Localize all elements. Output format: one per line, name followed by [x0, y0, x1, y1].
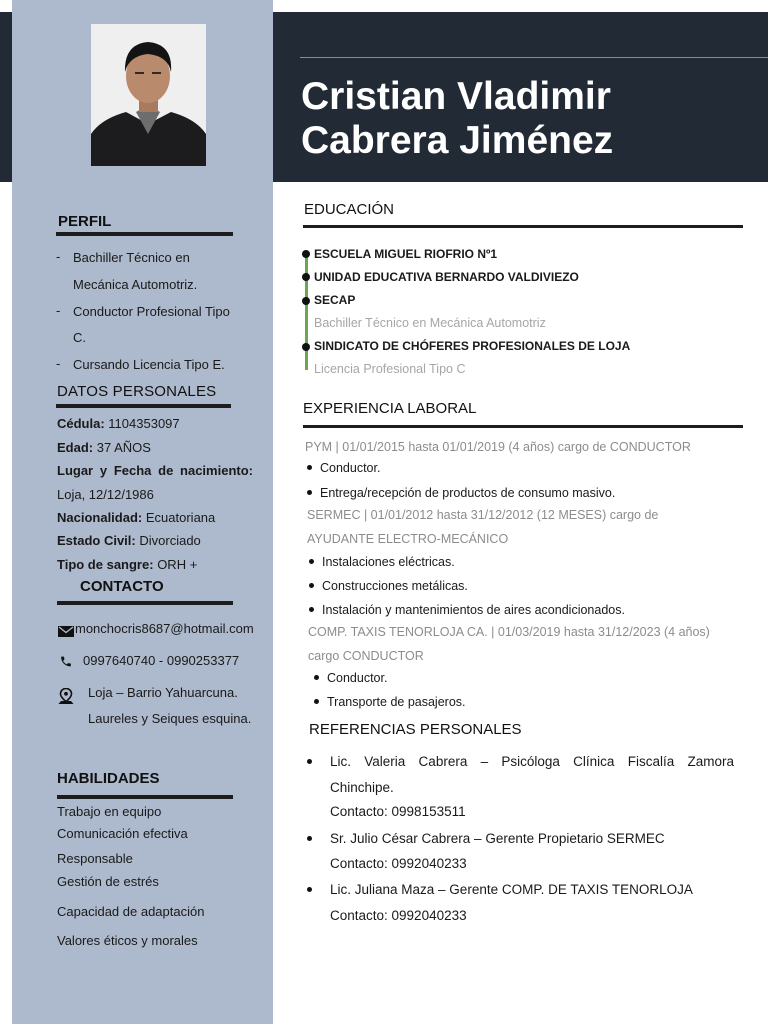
header-accent-line	[300, 57, 768, 58]
job-header-line-1: COMP. TAXIS TENORLOJA CA. | 01/03/2019 hasta 31/12/2023 (4 años)	[308, 625, 710, 639]
perfil-rule	[56, 232, 233, 236]
contacto-heading: CONTACTO	[80, 578, 164, 595]
job-header: PYM | 01/01/2015 hasta 01/01/2019 (4 años) cargo de CONDUCTOR	[305, 440, 691, 454]
nacionalidad-row	[57, 510, 215, 526]
sangre-value: ORH +	[157, 557, 198, 572]
bullet-dot	[307, 465, 312, 470]
educacion-rule	[303, 225, 743, 228]
timeline-dot	[302, 343, 310, 351]
edu-entry-title: ESCUELA MIGUEL RIOFRIO Nº1	[314, 247, 498, 261]
email-text[interactable]: monchocris8687@hotmail.com	[75, 621, 254, 636]
job-task-text: Conductor.	[327, 671, 388, 685]
edu-entry-detail: Bachiller Técnico en Mecánica Automotriz	[314, 316, 546, 330]
experiencia-rule	[303, 425, 743, 428]
job-task	[314, 670, 387, 686]
perfil-item-2-line-2: C.	[73, 330, 86, 345]
reference-line-1: Lic. Juliana Maza – Gerente COMP. DE TAXIS TENORLOJA	[330, 882, 693, 897]
nacionalidad-label: Nacionalidad:	[57, 510, 143, 525]
job-task	[307, 485, 615, 501]
datos-heading: DATOS PERSONALES	[57, 383, 217, 400]
job-header-line-2: cargo CONDUCTOR	[308, 649, 424, 663]
reference-contact: Contacto: 0992040233	[330, 908, 467, 923]
job-task	[309, 554, 455, 570]
reference-contact: Contacto: 0998153511	[330, 804, 466, 819]
phone-text[interactable]: 0997640740 - 0990253377	[83, 653, 240, 668]
address-line-2: Laureles y Seiques esquina.	[88, 711, 252, 726]
sangre-label: Tipo de sangre:	[57, 557, 154, 572]
bullet-dot	[309, 607, 314, 612]
name-line-1: Cristian Vladimir	[301, 75, 611, 118]
bullet-dot	[309, 583, 314, 588]
skill-item: Trabajo en equipo	[57, 804, 162, 819]
bullet-dot	[307, 836, 312, 841]
sangre-row	[57, 557, 197, 573]
dash-bullet: -	[56, 249, 61, 264]
profile-photo	[91, 24, 206, 166]
experiencia-heading: EXPERIENCIA LABORAL	[303, 400, 477, 417]
edu-entry-title: SECAP	[314, 293, 356, 307]
job-task	[309, 602, 625, 618]
edu-entry-detail: Licencia Profesional Tipo C	[314, 362, 466, 376]
phone-icon	[59, 655, 73, 673]
bullet-dot	[309, 559, 314, 564]
timeline-line	[305, 252, 308, 370]
perfil-item-2-line-1: Conductor Profesional Tipo	[73, 304, 230, 319]
edad-label: Edad:	[57, 440, 94, 455]
job-task-text: Transporte de pasajeros.	[327, 695, 466, 709]
bullet-dot	[314, 675, 319, 680]
perfil-heading: PERFIL	[58, 213, 112, 230]
datos-rule	[56, 404, 231, 408]
job-header-line-2: AYUDANTE ELECTRO-MECÁNICO	[307, 532, 509, 546]
skill-item: Responsable	[57, 851, 133, 866]
skill-item: Gestión de estrés	[57, 874, 159, 889]
timeline-dot	[302, 250, 310, 258]
job-task	[309, 578, 468, 594]
perfil-item-3: Cursando Licencia Tipo E.	[73, 357, 225, 372]
dash-bullet: -	[56, 303, 61, 318]
cedula-value: 1104353097	[108, 416, 180, 431]
reference-contact: Contacto: 0992040233	[330, 856, 467, 871]
job-task-text: Instalaciones eléctricas.	[322, 555, 455, 569]
nacionalidad-value: Ecuatoriana	[145, 510, 216, 525]
location-icon	[58, 688, 74, 710]
estado-civil-value: Divorciado	[139, 533, 201, 548]
job-task	[307, 460, 380, 476]
job-header-line-1: SERMEC | 01/01/2012 hasta 31/12/2012 (12 MESES) cargo de	[307, 508, 659, 522]
full-name	[301, 75, 761, 163]
reference-line-1: Sr. Julio César Cabrera – Gerente Propietario SERMEC	[330, 831, 665, 846]
perfil-item-1-line-1: Bachiller Técnico en	[73, 250, 190, 265]
timeline-dot	[302, 273, 310, 281]
edu-entry-title: UNIDAD EDUCATIVA BERNARDO VALDIVIEZO	[314, 270, 579, 284]
cedula-row	[57, 416, 180, 432]
dash-bullet: -	[56, 356, 61, 371]
skill-item: Valores éticos y morales	[57, 933, 198, 948]
edu-entry-title: SINDICATO DE CHÓFERES PROFESIONALES DE LOJA	[314, 339, 631, 353]
job-task	[314, 694, 466, 710]
job-task-text: Instalación y mantenimientos de aires acondicionados.	[322, 603, 625, 617]
job-task-text: Entrega/recepción de productos de consumo masivo.	[320, 486, 616, 500]
timeline-dot	[302, 297, 310, 305]
header-band-left	[0, 12, 12, 182]
edad-value: 37 AÑOS	[96, 440, 151, 455]
email-icon	[58, 624, 74, 642]
habilidades-heading: HABILIDADES	[57, 770, 160, 787]
skill-item: Comunicación efectiva	[57, 826, 188, 841]
perfil-item-1-line-2: Mecánica Automotriz.	[73, 277, 198, 292]
lugar-label: Lugar y Fecha de nacimiento:	[57, 463, 253, 478]
referencias-heading: REFERENCIAS PERSONALES	[309, 721, 522, 738]
skill-item: Capacidad de adaptación	[57, 904, 205, 919]
name-line-2: Cabrera Jiménez	[301, 119, 614, 162]
reference-line-1: Lic. Valeria Cabrera – Psicóloga Clínica Fiscalía Zamora	[330, 754, 734, 769]
contacto-rule	[57, 601, 233, 605]
job-task-text: Construcciones metálicas.	[322, 579, 468, 593]
job-task-text: Conductor.	[320, 461, 381, 475]
estado-civil-label: Estado Civil:	[57, 533, 136, 548]
estado-civil-row	[57, 533, 201, 549]
address-line-1: Loja – Barrio Yahuarcuna.	[88, 685, 238, 700]
bullet-dot	[307, 887, 312, 892]
habilidades-rule	[57, 795, 233, 799]
lugar-value: Loja, 12/12/1986	[57, 487, 154, 502]
bullet-dot	[314, 699, 319, 704]
edad-row	[57, 440, 151, 456]
reference-line-2: Chinchipe.	[330, 780, 394, 795]
bullet-dot	[307, 759, 312, 764]
bullet-dot	[307, 490, 312, 495]
educacion-heading: EDUCACIÓN	[304, 201, 395, 218]
cedula-label: Cédula:	[57, 416, 105, 431]
